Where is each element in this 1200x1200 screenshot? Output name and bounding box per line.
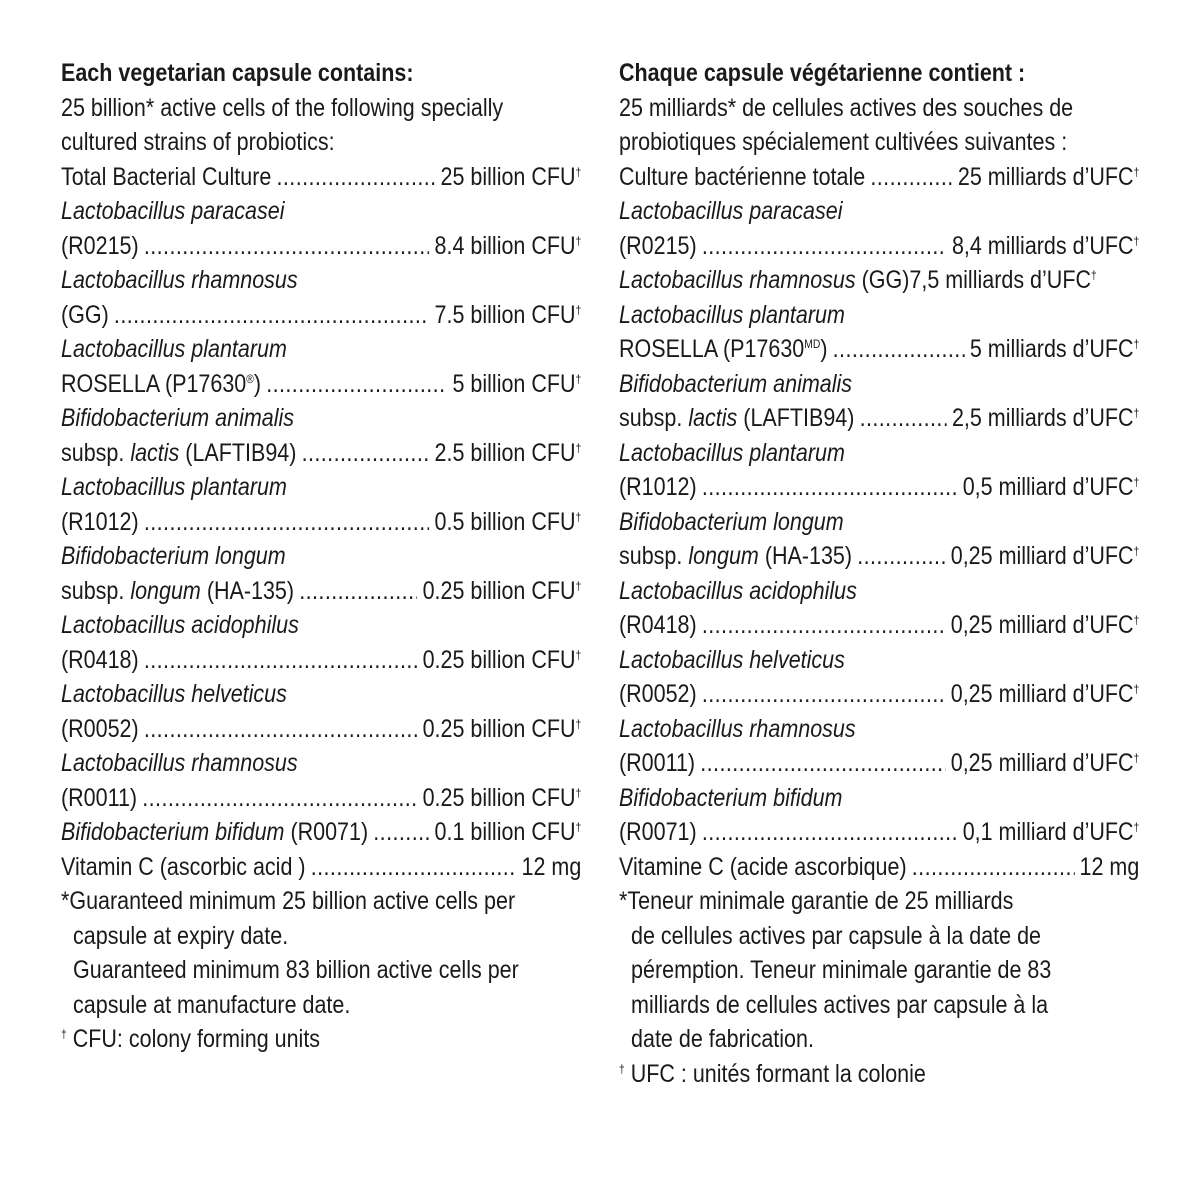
footnote-dagger: † UFC : unités formant la colonie xyxy=(619,1059,926,1088)
strain-row xyxy=(619,746,1139,781)
strain-code: ROSELLA (P17630®) xyxy=(61,369,262,398)
english-intro-line: 25 billion* active cells of the following specially xyxy=(61,93,504,122)
strain-name: Lactobacillus paracasei xyxy=(61,197,285,225)
strain-code: (GG) xyxy=(61,300,109,329)
strain-row xyxy=(61,298,581,333)
strain-value: 0.1 billion CFU† xyxy=(434,818,582,846)
strain-code: (R0215) xyxy=(619,231,697,260)
strain-row xyxy=(61,229,581,264)
leader-dots xyxy=(702,815,958,850)
footnote-line: *Teneur minimale garantie de 25 milliards xyxy=(619,887,1014,915)
total-value: 25 billion CFU† xyxy=(440,162,582,191)
strain-code: (R0418) xyxy=(619,611,697,639)
strain-value: 0,25 milliard d’UFC† xyxy=(950,680,1140,708)
leader-dots xyxy=(142,781,417,816)
footnote-line: date de fabrication. xyxy=(631,1025,814,1053)
strain-value: 0,5 milliard d’UFC† xyxy=(962,473,1140,501)
strain-row-inline xyxy=(619,263,1139,298)
strain-code: (R0215) xyxy=(61,231,139,260)
strain-value: 0,25 milliard d’UFC† xyxy=(950,749,1140,777)
strain-name: Bifidobacterium animalis xyxy=(619,369,853,398)
strain-row xyxy=(61,712,581,747)
total-label: Culture bactérienne totale xyxy=(619,162,866,191)
strain-name: Lactobacillus plantarum xyxy=(61,473,287,501)
strain-code: (R1012) xyxy=(619,473,697,501)
leader-dots xyxy=(144,712,418,747)
strain-row xyxy=(619,401,1139,436)
english-total-row xyxy=(61,160,581,195)
strain-value: 0,25 milliard d’UFC† xyxy=(950,542,1140,570)
strain-value: 8.4 billion CFU† xyxy=(434,231,582,260)
strain-name: Lactobacillus rhamnosus xyxy=(619,714,856,743)
strain-name: Lactobacillus plantarum xyxy=(61,335,287,363)
english-column xyxy=(61,56,581,1057)
strain-name: Lactobacillus helveticus xyxy=(61,680,287,708)
vitamin-row xyxy=(61,850,581,885)
french-column xyxy=(619,56,1139,1091)
strain-value: 0.25 billion CFU† xyxy=(422,576,582,605)
strain-code: ROSELLA $(P17630^{MD})$ xyxy=(619,335,828,363)
strain-row xyxy=(61,505,581,540)
leader-dots xyxy=(857,539,945,574)
strain-code: subsp. lactis (LAFTIB94) xyxy=(61,438,297,467)
footnote-line: *Guaranteed minimum 25 billion active cells per xyxy=(61,887,516,915)
leader-dots xyxy=(266,367,447,402)
french-intro-line: probiotiques spécialement cultivées suivantes : xyxy=(619,128,1068,156)
leader-dots xyxy=(700,746,945,781)
strain-name: Bifidobacterium longum xyxy=(619,507,844,536)
english-heading: Each vegetarian capsule contains: xyxy=(61,59,414,87)
strain-row xyxy=(619,539,1139,574)
french-intro-line: 25 milliards* de cellules actives des souches de xyxy=(619,93,1074,122)
strain-value: 2.5 billion CFU† xyxy=(434,438,582,467)
strain-code: subsp. lactis (LAFTIB94) xyxy=(619,404,855,432)
leader-dots xyxy=(311,850,517,885)
strain-code: (R0011) xyxy=(61,783,138,812)
french-total-row xyxy=(619,160,1139,195)
leader-dots xyxy=(114,298,429,333)
footnote-line: milliards de cellules actives par capsule à la xyxy=(631,990,1049,1019)
strain-name: Lactobacillus rhamnosus xyxy=(61,266,298,294)
strain-name: Lactobacillus acidophilus xyxy=(619,576,857,605)
strain-value: 7.5 billion CFU† xyxy=(434,300,582,329)
leader-dots xyxy=(276,160,435,195)
strain-name: Lactobacillus paracasei xyxy=(619,197,843,225)
strain-row-inline xyxy=(61,815,581,850)
strain-value: 5 billion CFU† xyxy=(452,369,582,398)
strain-name: Lactobacillus rhamnosus xyxy=(61,749,298,777)
leader-dots xyxy=(833,332,965,367)
leader-dots xyxy=(144,229,430,264)
total-label: Total Bacterial Culture xyxy=(61,162,272,191)
strain-value: 0,25 milliard d’UFC† xyxy=(950,611,1140,639)
strain-code: (R0052) xyxy=(61,714,139,743)
strain-value: 0.5 billion CFU† xyxy=(434,507,582,536)
strain-code: Lactobacillus rhamnosus (GG) xyxy=(619,266,910,294)
strain-value: 7,5 milliards d’UFC† xyxy=(909,266,1097,294)
footnote-line: péremption. Teneur minimale garantie de 83 xyxy=(631,956,1052,984)
strain-row xyxy=(619,229,1139,264)
leader-dots xyxy=(144,505,430,540)
vitamin-value: 12 mg xyxy=(521,852,582,881)
strain-code: subsp. longum (HA-135) xyxy=(61,576,295,605)
strain-name: Bifidobacterium longum xyxy=(61,542,286,570)
leader-dots xyxy=(702,677,946,712)
leader-dots xyxy=(702,229,947,264)
total-value: 25 milliards d’UFC† xyxy=(957,162,1140,191)
vitamin-label: Vitamine C (acide ascorbique) xyxy=(619,852,907,881)
strain-value: 8,4 milliards d’UFC† xyxy=(951,231,1140,260)
strain-row xyxy=(61,436,581,471)
strain-value: 0,1 milliard d’UFC† xyxy=(962,818,1140,846)
strain-name: Bifidobacterium animalis xyxy=(61,404,295,432)
footnote-line: capsule at expiry date. xyxy=(73,921,289,950)
footnote-line: capsule at manufacture date. xyxy=(73,990,351,1019)
leader-dots xyxy=(302,436,430,471)
strain-value: 0.25 billion CFU† xyxy=(422,714,582,743)
vitamin-value: 12 mg xyxy=(1079,852,1140,881)
leader-dots xyxy=(299,574,417,609)
leader-dots xyxy=(144,643,418,678)
french-heading: Chaque capsule végétarienne contient : xyxy=(619,59,1026,87)
strain-code: (R0011) xyxy=(619,749,696,777)
leader-dots xyxy=(912,850,1075,885)
strain-name: Lactobacillus acidophilus xyxy=(61,611,299,639)
strain-row xyxy=(619,332,1139,367)
strain-row xyxy=(619,815,1139,850)
strain-row xyxy=(619,677,1139,712)
strain-code: (R1012) xyxy=(61,507,139,536)
footnote-dagger: † CFU: colony forming units xyxy=(61,1025,321,1053)
english-intro-line: cultured strains of probiotics: xyxy=(61,128,335,156)
strain-value: 5 milliards d’UFC† xyxy=(969,335,1140,363)
strain-row xyxy=(619,608,1139,643)
strain-code: Bifidobacterium bifidum (R0071) xyxy=(61,818,369,846)
strain-value: 0.25 billion CFU† xyxy=(422,783,582,812)
strain-code: (R0071) xyxy=(619,818,697,846)
leader-dots xyxy=(870,160,952,195)
strain-row xyxy=(61,574,581,609)
leader-dots xyxy=(702,470,958,505)
strain-row xyxy=(619,470,1139,505)
footnote-line: Guaranteed minimum 83 billion active cells per xyxy=(73,956,519,984)
strain-name: Bifidobacterium bifidum xyxy=(619,783,843,812)
strain-name: Lactobacillus plantarum xyxy=(619,438,845,467)
vitamin-row xyxy=(619,850,1139,885)
strain-code: (R0052) xyxy=(619,680,697,708)
strain-row xyxy=(61,367,581,402)
vitamin-label: Vitamin C (ascorbic acid ) xyxy=(61,852,306,881)
leader-dots xyxy=(702,608,946,643)
strain-row xyxy=(61,781,581,816)
strain-value: 2,5 milliards d’UFC† xyxy=(951,404,1140,432)
strain-name: Lactobacillus plantarum xyxy=(619,300,845,329)
strain-code: subsp. longum (HA-135) xyxy=(619,542,853,570)
leader-dots xyxy=(373,815,429,850)
strain-name: Lactobacillus helveticus xyxy=(619,645,845,674)
leader-dots xyxy=(860,401,947,436)
footnote-line: de cellules actives par capsule à la date de xyxy=(631,921,1041,950)
strain-value: 0.25 billion CFU† xyxy=(422,645,582,674)
strain-code: (R0418) xyxy=(61,645,139,674)
strain-row xyxy=(61,643,581,678)
